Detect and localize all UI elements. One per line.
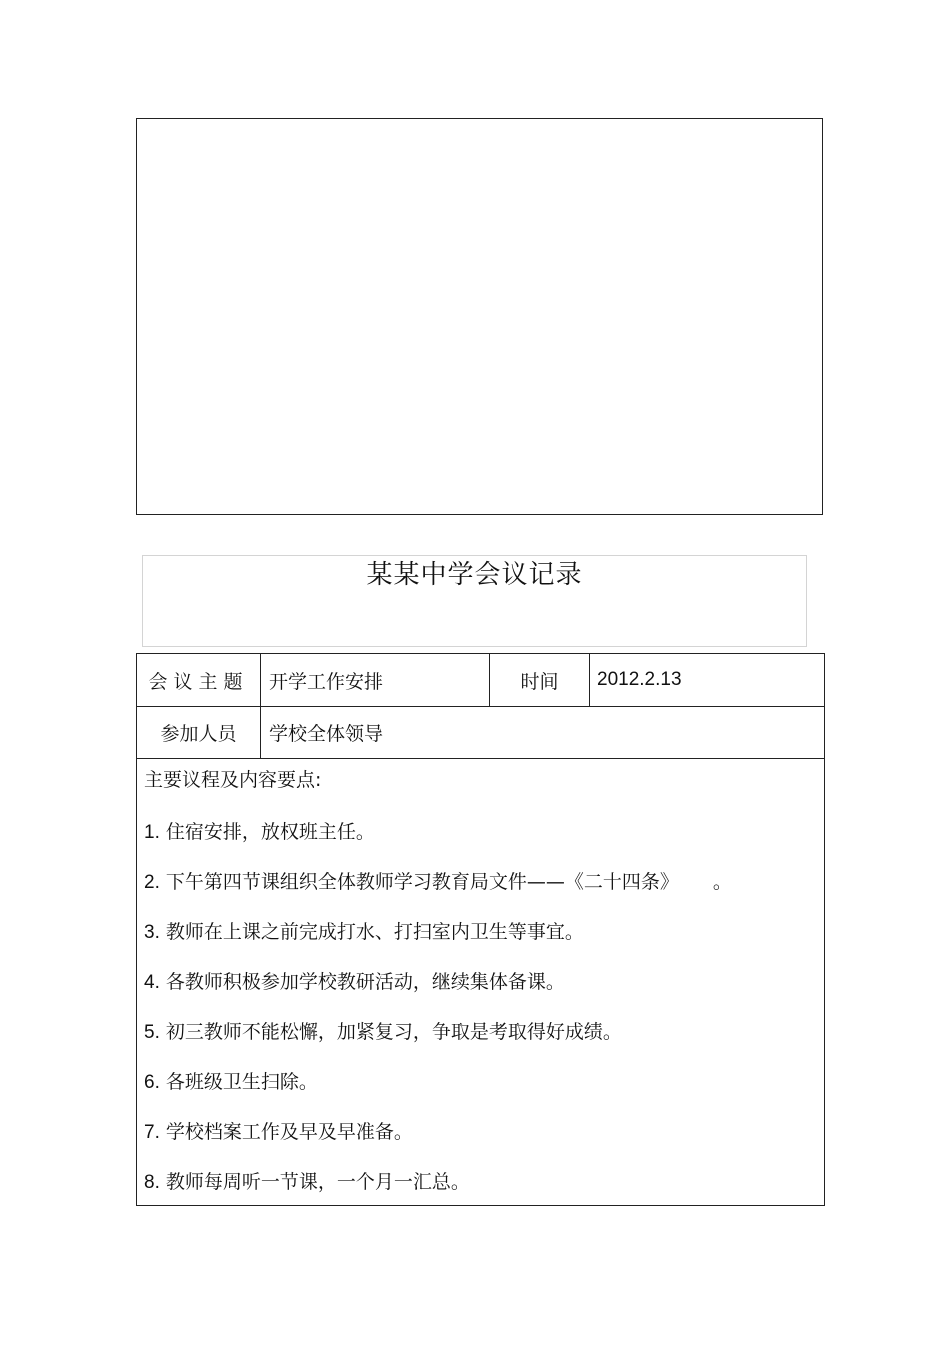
item-number: 4. <box>144 972 160 993</box>
item-text: 各教师积极参加学校教研活动，继续集体备课。 <box>165 971 565 993</box>
list-item <box>144 1019 622 1045</box>
table-row-participants <box>137 707 824 759</box>
item-number: 1. <box>144 822 160 843</box>
item-text: 各班级卫生扫除。 <box>165 1071 318 1093</box>
item-number: 8. <box>144 1172 160 1193</box>
list-item <box>144 869 732 895</box>
topic-label: 会议主题 <box>148 670 249 693</box>
item-text: 教师在上课之前完成打水、打扫室内卫生等事宜。 <box>165 921 584 943</box>
table-row-topic <box>137 654 824 707</box>
item-text: 教师每周听一节课，一个月一汇总。 <box>165 1171 470 1193</box>
item-tail: 。 <box>712 871 732 893</box>
document-title: 某某中学会议记录 <box>366 560 583 590</box>
list-item <box>144 969 565 995</box>
blank-frame <box>136 118 823 515</box>
topic-value: 开学工作安排 <box>269 670 384 693</box>
meeting-record-table <box>136 653 825 1206</box>
item-text: 住宿安排，放权班主任。 <box>165 821 375 843</box>
time-value: 2012.2.13 <box>597 669 682 690</box>
item-number: 2. <box>144 872 160 893</box>
item-number: 6. <box>144 1072 160 1093</box>
item-text: 学校档案工作及早及早准备。 <box>165 1121 413 1143</box>
item-text: 下午第四节课组织全体教师学习教育局文件——《二十四条》 <box>165 871 679 893</box>
list-item <box>144 919 584 945</box>
list-item <box>144 1169 470 1195</box>
item-text: 初三教师不能松懈，加紧复习，争取是考取得好成绩。 <box>165 1021 622 1043</box>
participants-value: 学校全体领导 <box>269 723 384 745</box>
item-number: 3. <box>144 922 160 943</box>
list-item <box>144 1069 318 1095</box>
item-number: 5. <box>144 1022 160 1043</box>
item-number: 7. <box>144 1122 160 1143</box>
title-box <box>142 555 807 647</box>
list-item <box>144 819 375 845</box>
participants-label: 参加人员 <box>160 723 237 745</box>
time-label: 时间 <box>520 670 559 693</box>
list-item <box>144 1119 413 1145</box>
agenda-heading: 主要议程及内容要点: <box>144 769 322 791</box>
